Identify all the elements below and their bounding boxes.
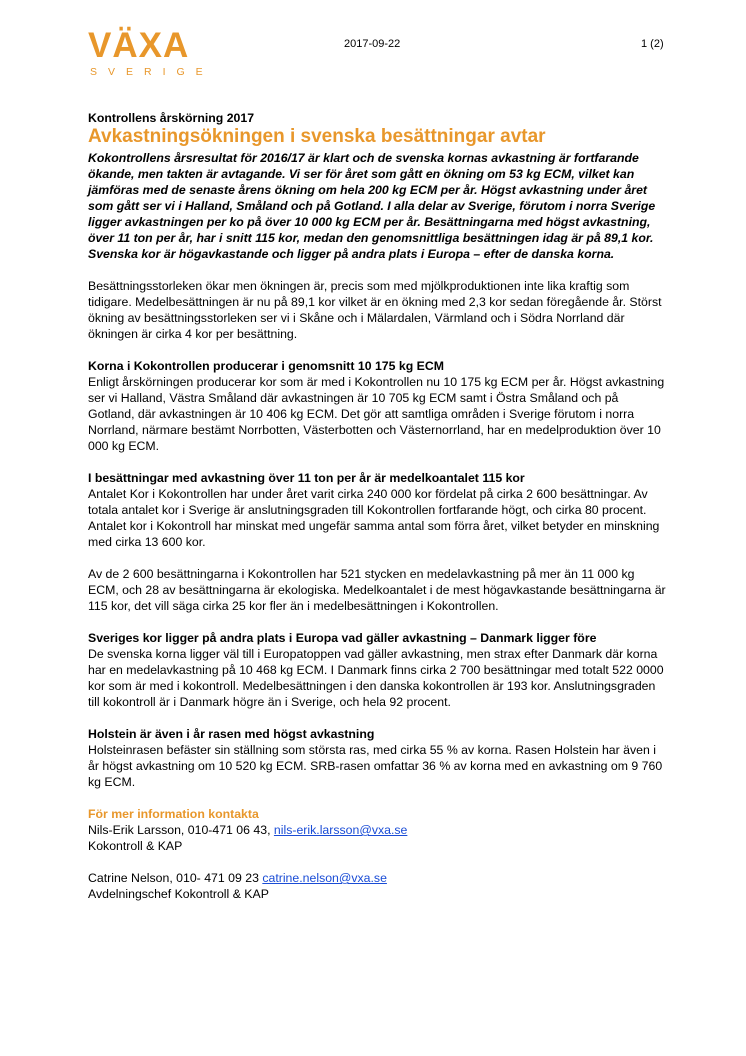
press-release-body: [88, 110, 668, 902]
contact-1-org: Kokontroll & KAP: [88, 839, 183, 853]
section-body-high-yield: Antalet Kor i Kokontrollen har under året varit cirka 240 000 kor fördelat på cirka 2 600 besättningar. Av totala antalet kor i Sverige är anslutningsgraden till Kokontrollen fortfarande högt, och cirka 80 procent. Antalet kor i Kokontroll har minskat med ungefär samma antal som förra året, vilket betyder en minskning med cirka 13 600 kor.: [88, 487, 660, 549]
section-title-high-yield: I besättningar med avkastning över 11 ton per år är medelkoantalet 115 kor: [88, 471, 525, 485]
contact-1-name-phone: Nils-Erik Larsson, 010-471 06 43,: [88, 823, 274, 837]
logo-subtitle: SVERIGE: [90, 66, 214, 78]
section-title-europe: Sveriges kor ligger på andra plats i Europa vad gäller avkastning – Danmark ligger före: [88, 631, 597, 645]
section-body-production: Enligt årskörningen producerar kor som är med i Kokontrollen nu 10 175 kg ECM per år. Högst avkastning ser vi Halland, Västra Småland där avkastningen är 10 705 kg ECM samt i Östra Småland och på Gotland, där avkastningen är 10 406 kg ECM. Det gör att samtliga områden i Sverige förutom i norra Norrland, närmare bestämt Norrbotten, Västerbotten och Västernorrland, har en medelproduktion över 10 000 kg ECM.: [88, 375, 665, 453]
ingress: Kokontrollens årsresultat för 2016/17 är klart och de svenska kornas avkastning är fortfarande ökande, men takten är avtagande. Vi ser för året som gått en ökning om 53 kg ECM, vilket kan jämföras med de senaste årens ökning om hela 200 kg ECM per år. Högst avkastning under året som gått ser vi i Halland, Småland och på Gotland. I alla delar av Sverige, förutom i norra Sverige ligger avkastningen per ko på över 10 000 kg ECM per år. Besättningarna med högst avkastning, över 11 ton per år, har i snitt 115 kor, medan den genomsnittliga besättningen idag är på 89,1 kor. Svenska kor är högavkastande och ligger på andra plats i Europa – efter de danska korna.: [88, 151, 656, 261]
section-title-production: Korna i Kokontrollen producerar i genomsnitt 10 175 kg ECM: [88, 359, 444, 373]
contact-2-role: Avdelningschef Kokontroll & KAP: [88, 887, 269, 901]
section-body-europe: De svenska korna ligger väl till i Europatoppen vad gäller avkastning, men strax efter Danmark där korna har en medelavkastning på 10 468 kg ECM. I Danmark finns cirka 2 700 besättningar med totalt 522 0000 kor som är med i kokontroll. Medelbesättningen i den danska kokontrollen är 193 kor. Anslutningsgraden till kokontroll är i Danmark högre än i Sverige, och hela 92 procent.: [88, 647, 664, 709]
contact-2-email-link[interactable]: catrine.nelson@vxa.se: [262, 871, 387, 885]
contact-heading: För mer information kontakta: [88, 807, 259, 821]
page-number: 1 (2): [641, 38, 664, 50]
document-date: 2017-09-22: [344, 38, 401, 50]
section-body-holstein: Holsteinrasen befäster sin ställning som största ras, med cirka 55 % av korna. Rasen Holstein har även i år högst avkastning om 10 520 kg ECM. SRB-rasen omfattar 36 % av korna med en avkastning om 9 760 kg ECM.: [88, 743, 663, 789]
contact-1-email-link[interactable]: nils-erik.larsson@vxa.se: [273, 823, 408, 837]
kicker: Kontrollens årskörning 2017: [88, 111, 255, 125]
paragraph-herd-size: Besättningsstorleken ökar men ökningen är, precis som med mjölkproduktionen inte lika kraftig som tidigare. Medelbesättningen är nu på 89,1 kor vilket är en ökning med 2,3 kor sedan föregående år. Störst ökning av besättningsstorleken ser vi i Skåne och i Mälardalen, Värmland och i Södra Norrland där ökningen är cirka 4 kor per besättning.: [88, 279, 662, 341]
logo-word: VÄXA: [88, 26, 190, 65]
headline: Avkastningsökningen i svenska besättningar avtar: [88, 126, 546, 147]
contact-2: [88, 870, 668, 886]
vaxa-logo: [88, 26, 214, 78]
section-body-high-yield-2: Av de 2 600 besättningarna i Kokontrollen har 521 stycken en medelavkastning på mer än 11 000 kg ECM, och 28 av besättningarna är ekologiska. Medelkoantalet i de mest högavkastande besättningarna är 115 kor, det vill säga cirka 25 kor fler än i medelbesättningen i Kokontrollen.: [88, 567, 666, 613]
section-title-holstein: Holstein är även i år rasen med högst avkastning: [88, 727, 375, 741]
contact-2-name-phone: Catrine Nelson, 010- 471 09 23: [88, 871, 263, 885]
contact-1: [88, 822, 668, 838]
